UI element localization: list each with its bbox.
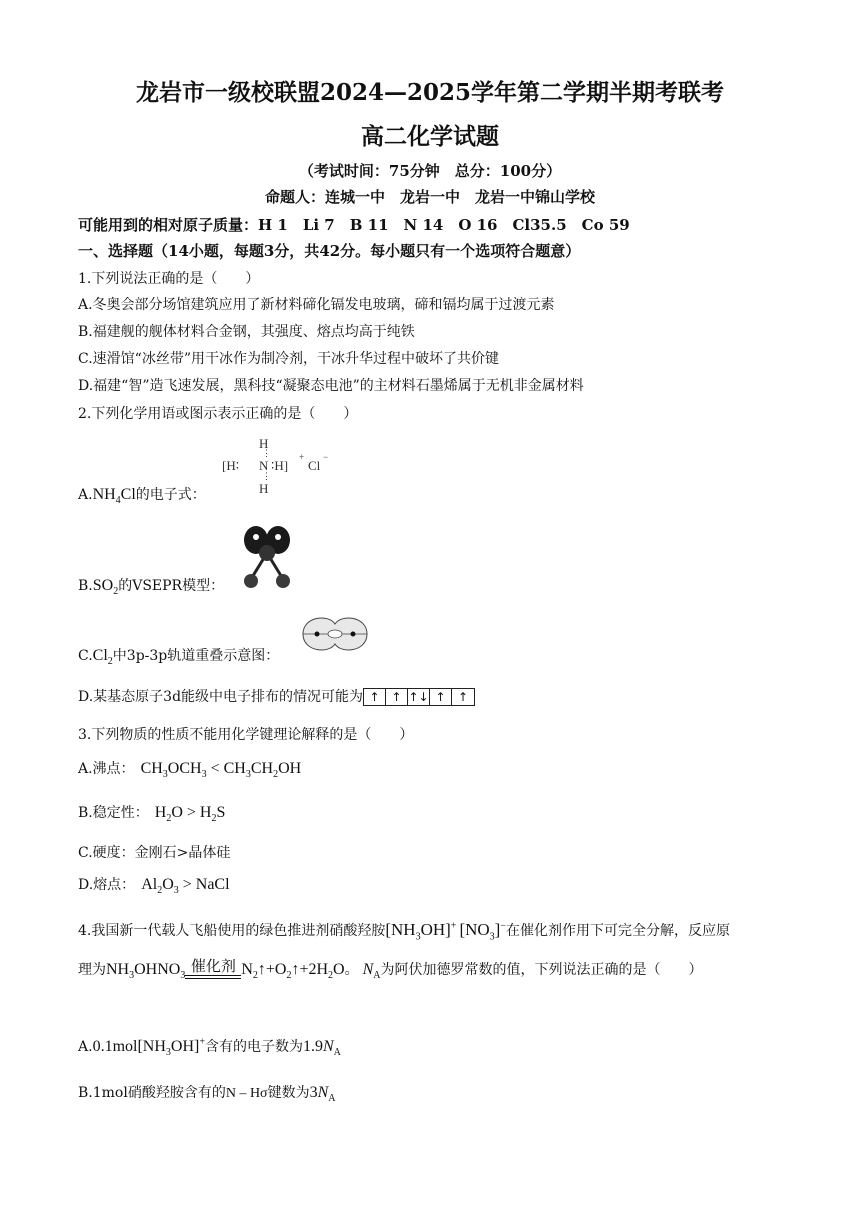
so2-vsepr-model-figure: [237, 523, 297, 593]
q4-stem-line1: 4.我国新一代载人飞船使用的绿色推进剂硝酸羟胺$[NH_3OH]^+$ $[NO_3]^-$在催化剂作用下可完全分解，反应原: [78, 920, 730, 943]
q2-option-a: $A.NH_4Cl$的电子式：: [78, 486, 206, 507]
catalyst-arrow: 催化剂: [185, 958, 241, 981]
exam-authors: 命题人：连城一中 龙岩一中 龙岩一中锦山学校: [264, 188, 595, 206]
atomic-masses: 可能用到的相对原子质量：H 1 Li 7 B 11 N 14 O 16 Cl35.5 Co 59: [78, 216, 630, 234]
orbital-cell: ↑↓: [408, 690, 429, 704]
q3-option-a: A.沸点： $CH_3OCH_3 < CH_3CH_2OH$: [78, 760, 302, 781]
q3-option-b: B.稳定性： $H_2O > H_2S$: [78, 804, 226, 825]
orbital-cell: ↑: [364, 689, 386, 705]
orbital-cell: ↑: [430, 689, 452, 705]
q4-option-a: $A.0.1mol[NH_3OH]^+$含有的电子数为$1.9N_A$: [78, 1036, 341, 1059]
orbital-cell: ↑: [458, 690, 469, 704]
q3-option-d: D.熔点： $Al_2O_3$ > NaCl: [78, 876, 230, 897]
exam-info: （考试时间：75分钟 总分：100分）: [298, 162, 562, 180]
exam-subtitle: 高二化学试题: [361, 123, 499, 150]
q2-stem: 2.下列化学用语或图示表示正确的是（ ）: [78, 406, 358, 422]
q1-option-a: A.冬奥会部分场馆建筑应用了新材料碲化镉发电玻璃，碲和镉均属于过渡元素: [78, 297, 555, 313]
q4-option-b: B.1mol硝酸羟胺含有的N – Hσ键数为$3N_A$: [78, 1084, 336, 1105]
3d-orbital-diagram: [363, 688, 475, 706]
q2-option-b: $B.SO_2$的VSEPR模型：: [78, 577, 225, 598]
exam-title: 龙岩市一级校联盟2024—2025学年第二学期半期考联考: [135, 79, 725, 106]
cl2-orbital-overlap-figure: [299, 612, 371, 656]
q1-option-c: C.速滑馆“冰丝带”用干冰作为制冷剂，干冰升华过程中破坏了共价键: [78, 351, 499, 367]
q3-option-c: C.硬度：金刚石>晶体硅: [78, 845, 231, 861]
q4-stem-line2: 理为$NH_3OHNO_3$ 催化剂 $N_2↑+O_2↑+2H_2O$。 $N_A$为阿伏加德罗常数的值，下列说法正确的是（ ）: [78, 957, 703, 981]
q2-option-d: D.某基态原子3d能级中电子排布的情况可能为 ↑ ↑ ↑↓ ↑ ↑: [78, 686, 475, 706]
q1-option-b: B.福建舰的舰体材料合金钢，其强度、熔点均高于纯铁: [78, 324, 415, 340]
q3-stem: 3.下列物质的性质不能用化学键理论解释的是（ ）: [78, 727, 414, 743]
q1-option-d: D.福建“智”造飞速发展，黑科技“凝聚态电池”的主材料石墨烯属于无机非金属材料: [78, 378, 584, 394]
orbital-cell: ↑: [386, 689, 408, 705]
nh4cl-electron-dot-figure: H ⋮ [H∶ N ∶H] + Cl − ⋮ H: [222, 436, 329, 496]
q1-stem: 1.下列说法正确的是（ ）: [78, 271, 260, 287]
section-heading: 一、选择题（14小题，每题3分，共42分。每小题只有一个选项符合题意）: [78, 242, 581, 260]
q2-option-c: $C.Cl_2$中3p-3p轨道重叠示意图：: [78, 647, 280, 668]
